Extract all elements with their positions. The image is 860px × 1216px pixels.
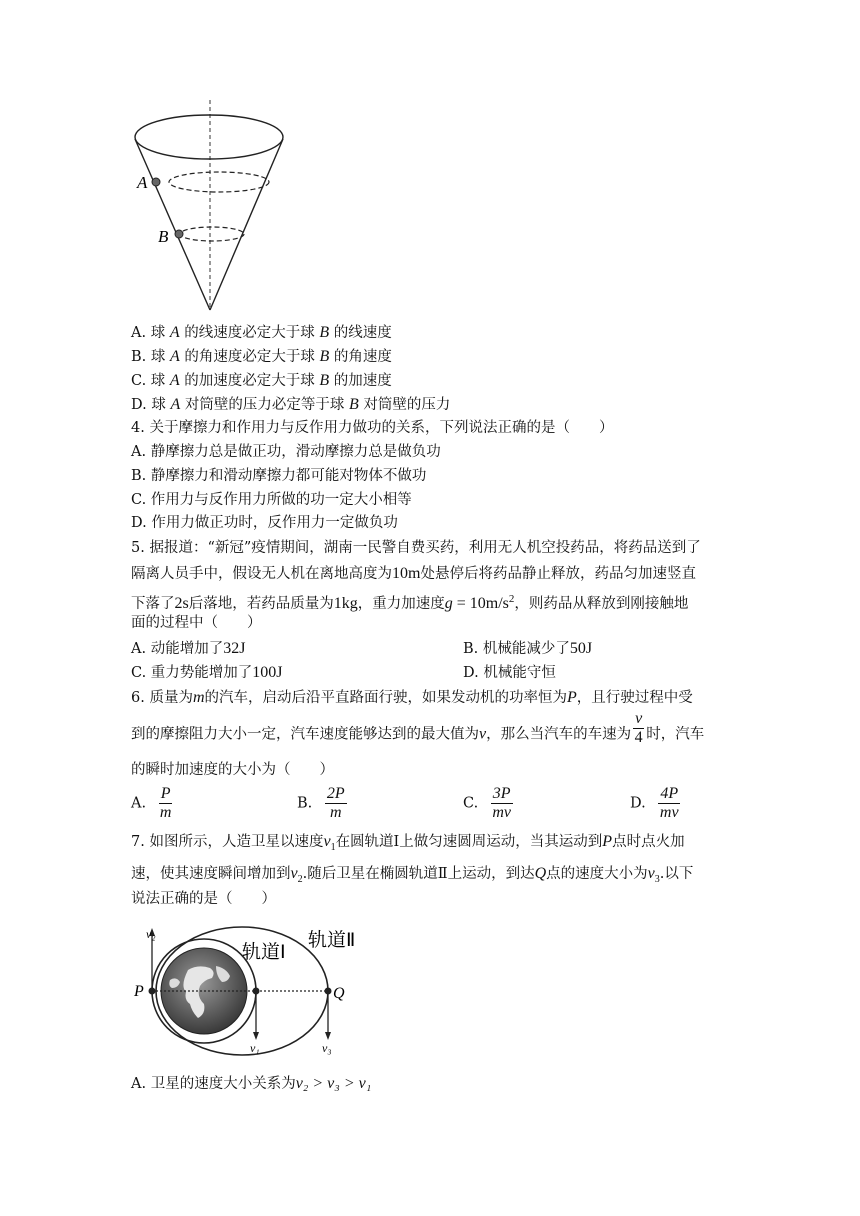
q6-option-d[interactable]: D. $\frac{4P}{mv}$: [630, 785, 679, 821]
q5-stem-line-1: 5. 据报道：“新冠”疫情期间，湖南一民警自费买药，利用无人机空投药品，将药品送到了: [131, 540, 701, 556]
q5-option-b[interactable]: B. 机械能减少了50J: [463, 640, 593, 657]
label-v1: v₁: [250, 1041, 260, 1055]
ball-b: [175, 230, 183, 238]
q3-option-a[interactable]: A. 球 A 的线速度必定大于球 B 的线速度: [131, 324, 392, 341]
q3-option-d[interactable]: D. 球 A 对筒壁的压力必定等于球 B 对筒壁的压力: [131, 396, 451, 413]
q4-stem: 4. 关于摩擦力和作用力与反作用力做功的关系，下列说法正确的是（ ）: [131, 420, 614, 436]
q4-option-b[interactable]: B. 静摩擦力和滑动摩擦力都可能对物体不做功: [131, 468, 427, 484]
q3-option-c[interactable]: C. 球 A 的加速度必定大于球 B 的加速度: [131, 372, 392, 389]
q4-option-a[interactable]: A. 静摩擦力总是做正功，滑动摩擦力总是做负功: [131, 444, 441, 460]
q3-option-b[interactable]: B. 球 A 的角速度必定大于球 B 的角速度: [131, 348, 392, 365]
q7-stem-line-1: 7. 如图所示，人造卫星以速度$v_1$在圆轨道Ⅰ上做匀速圆周运动，当其运动到P点时点火加: [131, 833, 685, 853]
q6-option-a[interactable]: A. $\frac{P}{m}$: [131, 785, 172, 821]
ball-a: [152, 178, 160, 186]
orbit-figure: [130, 918, 380, 1068]
label-a: A: [137, 173, 148, 192]
q4-option-c[interactable]: C. 作用力与反作用力所做的功一定大小相等: [131, 492, 412, 508]
q5-option-d[interactable]: D. 机械能守恒: [463, 665, 556, 681]
cone-figure: [125, 95, 285, 320]
label-v2: v₂: [146, 927, 156, 941]
label-orbit-2: 轨道Ⅱ: [308, 929, 356, 951]
q6-stem-line-1: 6. 质量为m的汽车，启动后沿平直路面行驶，如果发动机的功率恒为P，且行驶过程中受: [131, 689, 693, 706]
q5-stem-line-4: 面的过程中（ ）: [131, 615, 262, 631]
q6-stem-line-2: 到的摩擦阻力大小一定，汽车速度能够达到的最大值为v，那么当汽车的车速为 $\frac{v}{4}$ 时，汽车: [131, 710, 705, 746]
q5-stem-line-2: 隔离人员手中，假设无人机在离地高度为10m处悬停后将药品静止释放，药品匀加速竖直: [131, 565, 696, 582]
label-q: Q: [333, 985, 345, 1002]
q6-stem-line-3: 的瞬时加速度的大小为（ ）: [131, 762, 334, 778]
label-b: B: [158, 227, 169, 246]
q5-stem-line-3: 下落了2s后落地，若药品质量为1kg，重力加速度$g = 10m/s^2$，则药品从释放到刚接触地: [131, 593, 689, 612]
q5-option-a[interactable]: A. 动能增加了32J: [131, 640, 246, 657]
label-p: P: [134, 983, 144, 1000]
q4-option-d[interactable]: D. 作用力做正功时，反作用力一定做负功: [131, 515, 398, 531]
q6-option-c[interactable]: C. $\frac{3P}{mv}$: [463, 785, 512, 821]
q7-stem-line-2: 速，使其速度瞬间增加到$v_2$.随后卫星在椭圆轨道Ⅱ上运动，到达Q点的速度大小为$v_3$.以下: [131, 865, 694, 885]
label-v3: v₃: [322, 1041, 332, 1055]
q7-stem-line-3: 说法正确的是（ ）: [131, 891, 276, 907]
q7-option-a[interactable]: A. 卫星的速度大小关系为v₂ > v₃ > v₁: [131, 1075, 372, 1092]
q6-option-b[interactable]: B. $\frac{2P}{m}$: [297, 785, 345, 821]
q5-option-c[interactable]: C. 重力势能增加了100J: [131, 664, 283, 681]
label-orbit-1: 轨道Ⅰ: [242, 941, 286, 963]
